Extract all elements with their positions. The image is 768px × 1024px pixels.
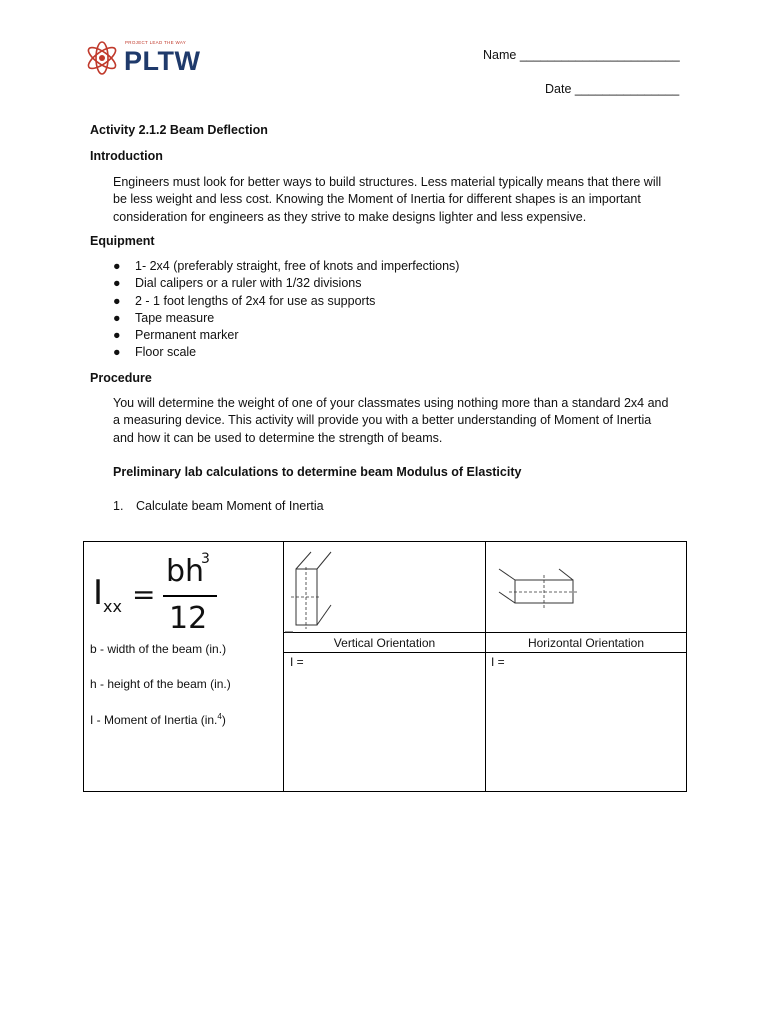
logo-wordmark: PLTW: [124, 46, 201, 76]
definition-h: h - height of the beam (in.): [90, 677, 231, 691]
atom-icon: [84, 34, 128, 84]
horizontal-orientation-label: Horizontal Orientation: [527, 636, 645, 650]
formula-denominator: 12: [169, 601, 208, 636]
list-item: ● Floor scale: [113, 344, 459, 361]
formula-equals: =: [132, 578, 156, 611]
formula-exponent: 3: [201, 551, 210, 567]
list-item: ● Permanent marker: [113, 327, 459, 344]
procedure-line: a measuring device. This activity will provide you with a better understanding of Moment of Inertia: [113, 413, 652, 428]
introduction-text: [113, 174, 693, 226]
list-item: ● 1- 2x4 (preferably straight, free of knots and imperfections): [113, 258, 459, 275]
introduction-line: consideration for engineers as they strive to make designs lighter and less expensive.: [113, 209, 587, 224]
equipment-list: [113, 258, 459, 362]
vertical-orientation-label: Vertical Orientation: [333, 636, 436, 650]
definition-b: b - width of the beam (in.): [90, 642, 227, 656]
procedure-line: You will determine the weight of one of your classmates using nothing more than a standard 2x4 and: [113, 396, 669, 410]
introduction-line: Engineers must look for better ways to build structures. Less material typically means that there will: [113, 175, 662, 189]
list-item: ● Tape measure: [113, 310, 459, 327]
horizontal-answer-cell: [485, 652, 687, 792]
vertical-answer-cell: [283, 652, 486, 792]
formula-numerator: bh: [166, 554, 205, 589]
introduction-heading: Introduction: [90, 149, 163, 163]
procedure-heading: Procedure: [90, 371, 152, 385]
step-number: 1.: [113, 499, 124, 513]
bullet: ●: [113, 345, 121, 360]
date-field: Date _______________: [545, 82, 680, 96]
list-item: ● Dial calipers or a ruler with 1/32 divisions: [113, 275, 459, 292]
horizontal-answer: I =: [491, 655, 505, 669]
list-item: ● 2 - 1 foot lengths of 2x4 for use as supports: [113, 293, 459, 310]
formula-subscript: xx: [103, 597, 122, 616]
procedure-text: [113, 395, 693, 447]
vertical-beam-diagram: [285, 545, 355, 633]
definition-I: I - Moment of Inertia (in.$^4$): [90, 712, 226, 727]
procedure-line: and how it can be used to determine the strength of beams.: [113, 430, 443, 445]
introduction-line: be less weight and less cost. Knowing the Moment of Inertia for different shapes is an important: [113, 192, 641, 207]
step-text: Calculate beam Moment of Inertia: [136, 499, 324, 513]
pltw-logo: [84, 34, 214, 84]
bullet: ●: [113, 328, 121, 343]
logo-tagline: PROJECT LEAD THE WAY: [125, 40, 187, 45]
formula-I: I: [93, 573, 104, 613]
bullet: ●: [113, 276, 121, 291]
vertical-answer: I =: [290, 655, 304, 669]
fraction-bar: [163, 595, 217, 597]
equipment-heading: Equipment: [90, 234, 155, 248]
name-field: Name _______________________: [483, 48, 680, 62]
horizontal-beam-diagram: [495, 565, 580, 610]
bullet: ●: [113, 310, 121, 325]
bullet: ●: [113, 259, 121, 273]
bullet: ●: [113, 293, 121, 308]
document-title: Activity 2.1.2 Beam Deflection: [90, 123, 268, 137]
preliminary-subheading: Preliminary lab calculations to determine beam Modulus of Elasticity: [113, 465, 522, 479]
